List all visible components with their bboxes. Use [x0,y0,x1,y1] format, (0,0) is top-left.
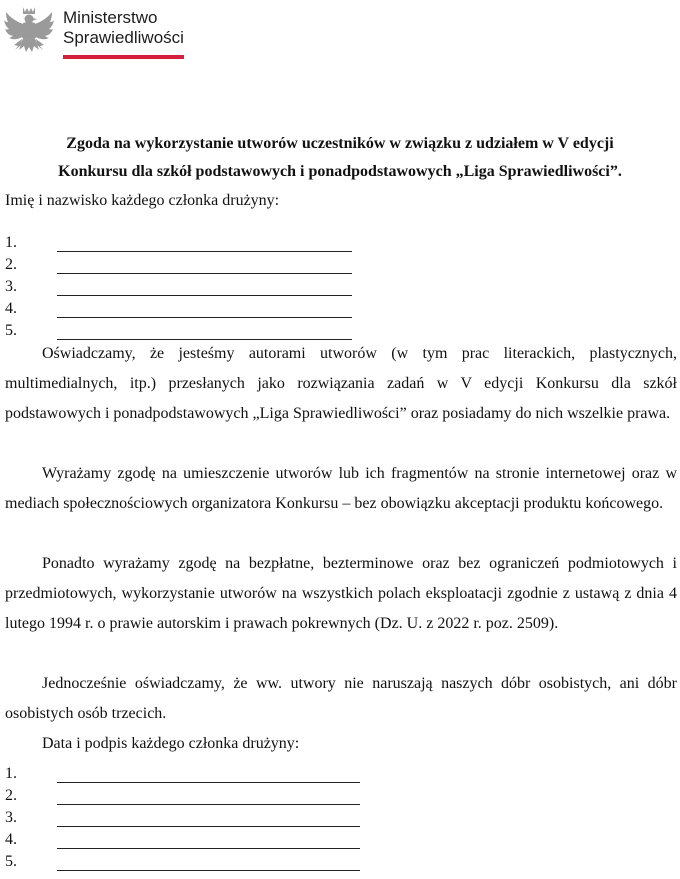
title-line-2: Konkursu dla szkół podstawowych i ponadpodstawowych „Liga Sprawiedliwości”. [58,163,622,180]
paragraph-license-consent [5,549,677,639]
paragraph-authorship [5,339,677,429]
signature-number: 2. [5,787,17,804]
paragraph-publication-consent [5,459,677,519]
signature-line[interactable] [5,829,360,851]
signature-label: Data i podpis każdego członka drużyny: [42,735,300,752]
title-line-1: Zgoda na wykorzystanie utworów uczestników w związku z udziałem w V edycji [66,135,614,152]
ministry-name [63,8,184,48]
ministry-logo [4,4,194,66]
members-label: Imię i nazwisko każdego członka drużyny: [5,192,280,209]
member-number: 1. [5,234,17,251]
member-number: 5. [5,322,17,339]
member-line[interactable] [5,232,352,254]
signature-number: 5. [5,853,17,870]
polish-eagle-emblem-icon [4,4,54,60]
signature-number: 1. [5,765,17,782]
signature-number: 4. [5,831,17,848]
signature-number: 3. [5,809,17,826]
member-number: 4. [5,300,17,317]
signature-line[interactable] [5,785,360,807]
document-title [0,130,680,186]
member-number: 2. [5,256,17,273]
member-number: 3. [5,278,17,295]
paragraph-personal-rights-text: Jednocześnie oświadczamy, że ww. utwory nie naruszają naszych dóbr osobistych, ani dóbr osobistych osób trzecich. [5,675,677,722]
members-list [5,232,352,342]
signature-line[interactable] [5,851,360,873]
signature-line[interactable] [5,807,360,829]
red-stripe [63,55,184,59]
ministry-name-line2: Sprawiedliwości [63,28,184,47]
signature-line[interactable] [5,763,360,785]
member-line[interactable] [5,298,352,320]
signature-list [5,763,360,873]
paragraph-personal-rights [5,669,677,729]
member-line[interactable] [5,254,352,276]
paragraph-authorship-text: Oświadczamy, że jesteśmy autorami utworów (w tym prac literackich, plastycznych, multimedialnych, itp.) przesłanych jako rozwiązania zadań w V edycji Konkursu dla szkół podstawowych i ponadpodstawowych „Liga Sprawiedliwości” oraz posiadamy do nich wszelkie prawa. [5,345,677,422]
ministry-name-line1: Ministerstwo [63,8,158,27]
paragraph-publication-text: Wyrażamy zgodę na umieszczenie utworów lub ich fragmentów na stronie internetowej oraz w mediach społecznościowych organizatora Konkursu – bez obowiązku akceptacji produktu końcowego. [5,465,677,512]
member-line[interactable] [5,276,352,298]
paragraph-license-text: Ponadto wyrażamy zgodę na bezpłatne, bezterminowe oraz bez ograniczeń podmiotowych i przedmiotowych, wykorzystanie utworów na wszystkich polach eksploatacji zgodnie z ustawą z dnia 4 lutego 1994 r. o prawie autorskim i prawach pokrewnych (Dz. U. z 2022 r. poz. 2509). [5,555,677,632]
